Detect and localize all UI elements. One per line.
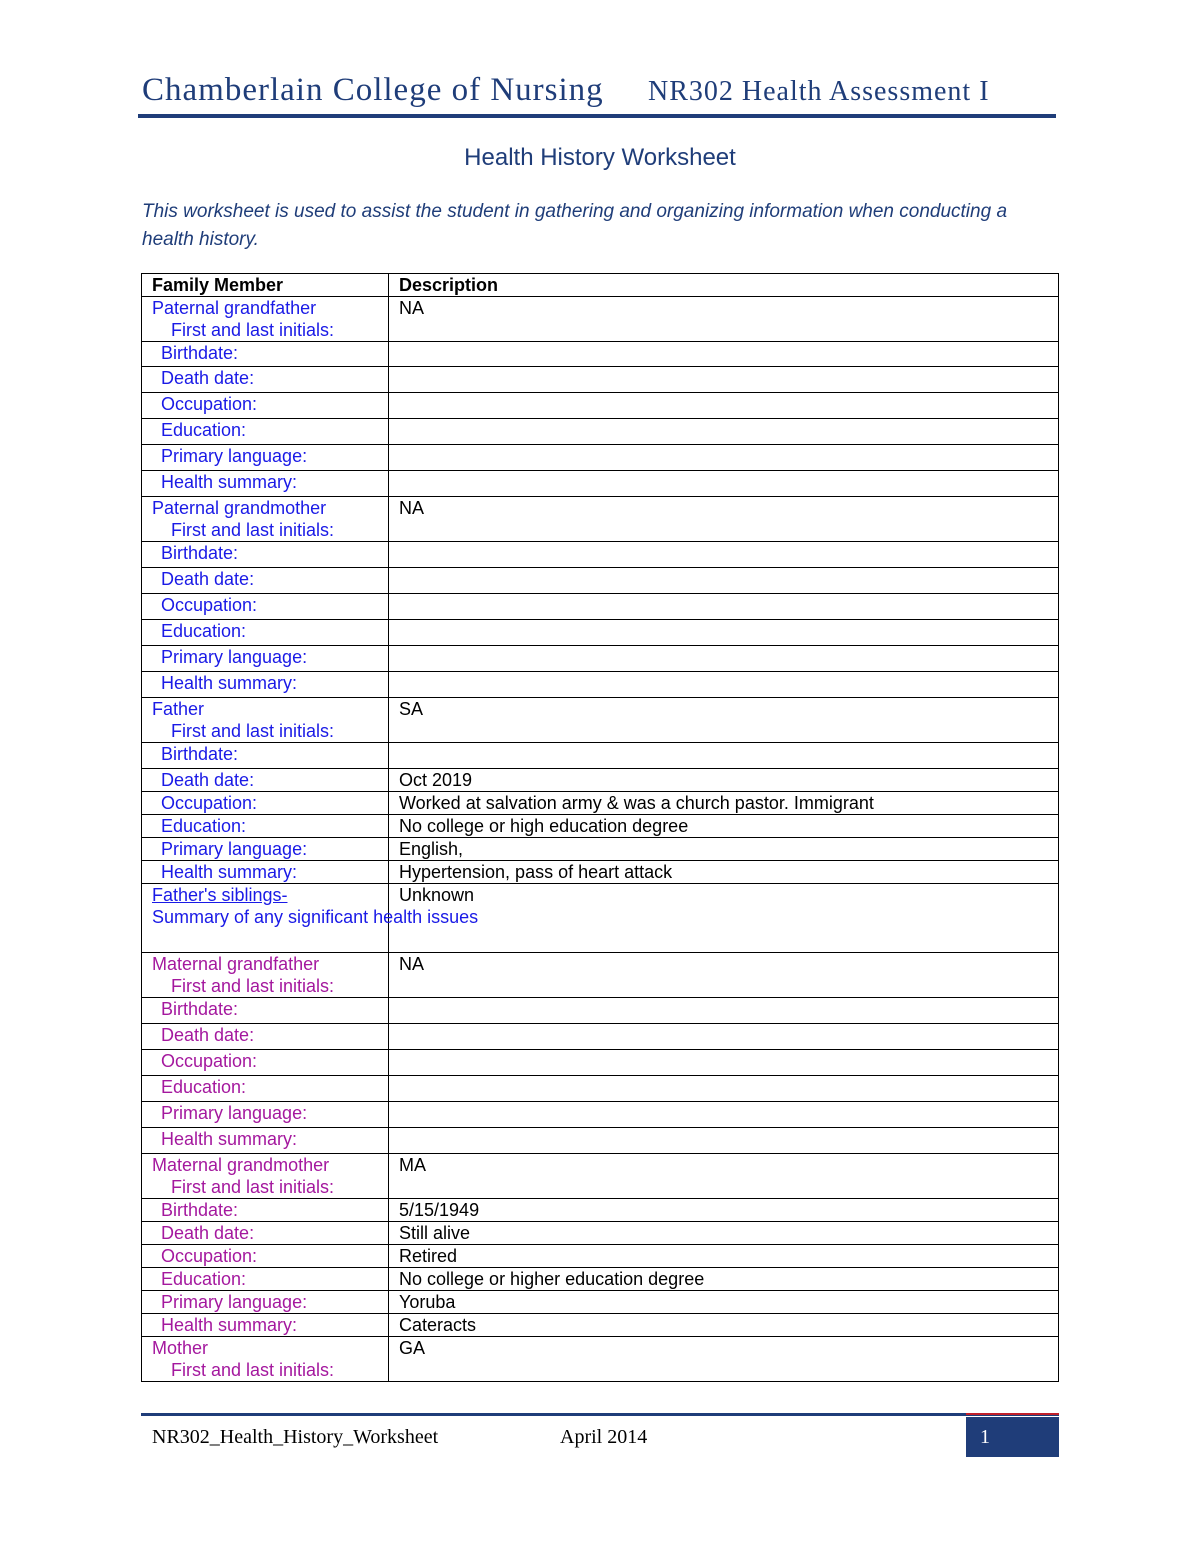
field-label: First and last initials:	[171, 320, 335, 340]
field-value[interactable]	[389, 998, 1059, 1024]
member-name: Paternal grandfather	[152, 298, 317, 318]
member-name: Maternal grandfather	[152, 954, 320, 974]
table-row	[142, 815, 1059, 838]
field-label: Death date:	[142, 1222, 389, 1245]
field-value[interactable]	[389, 672, 1059, 698]
table-row	[142, 1245, 1059, 1268]
page-number: 1	[980, 1426, 990, 1448]
health-history-table	[141, 273, 1059, 1382]
field-value[interactable]	[389, 542, 1059, 568]
member-name: Mother	[152, 1338, 209, 1358]
college-name: Chamberlain College of Nursing	[142, 72, 604, 108]
table-row	[142, 445, 1059, 471]
member-name: Father	[152, 699, 205, 719]
field-label: Health summary:	[142, 471, 389, 497]
intro-text: This worksheet is used to assist the student in gathering and organizing information when conducting a health history.	[142, 201, 1008, 250]
table-row	[142, 884, 1059, 953]
table-row	[142, 342, 1059, 367]
table-row	[142, 594, 1059, 620]
table-row	[142, 1222, 1059, 1245]
table-row	[142, 568, 1059, 594]
field-label: Occupation:	[142, 393, 389, 419]
table-row	[142, 1154, 1059, 1199]
field-value[interactable]	[389, 1128, 1059, 1154]
field-label: Birthdate:	[142, 998, 389, 1024]
siblings-summary-label: Summary of any significant health issues	[152, 907, 479, 927]
field-value[interactable]	[389, 646, 1059, 672]
field-value[interactable]	[389, 342, 1059, 367]
table-row	[142, 792, 1059, 815]
page-header	[138, 70, 1056, 118]
table-row	[142, 1102, 1059, 1128]
field-value[interactable]: Unknown	[389, 884, 1059, 953]
table-row	[142, 1050, 1059, 1076]
field-value[interactable]: No college or higher education degree	[389, 1268, 1059, 1291]
footer-accent-line	[966, 1413, 1059, 1415]
field-label: First and last initials:	[171, 1177, 335, 1197]
field-label: Primary language:	[142, 1102, 389, 1128]
table-row	[142, 419, 1059, 445]
field-value[interactable]	[389, 620, 1059, 646]
field-value[interactable]	[389, 445, 1059, 471]
course-title: NR302 Health Assessment I	[648, 76, 990, 107]
field-value[interactable]	[389, 367, 1059, 393]
field-label: Education:	[142, 1268, 389, 1291]
field-value[interactable]: GA	[389, 1337, 1059, 1382]
field-label: Birthdate:	[142, 542, 389, 568]
field-label: Education:	[142, 419, 389, 445]
table-row	[142, 998, 1059, 1024]
field-value[interactable]: Still alive	[389, 1222, 1059, 1245]
field-label: Education:	[142, 620, 389, 646]
field-value[interactable]: Yoruba	[389, 1291, 1059, 1314]
table-row	[142, 367, 1059, 393]
field-label: Death date:	[142, 367, 389, 393]
table-row	[142, 471, 1059, 497]
field-value[interactable]: Retired	[389, 1245, 1059, 1268]
field-value[interactable]	[389, 419, 1059, 445]
table-row	[142, 743, 1059, 769]
field-label: Occupation:	[142, 1050, 389, 1076]
field-label: Health summary:	[142, 1128, 389, 1154]
table-row	[142, 497, 1059, 542]
field-label: Occupation:	[142, 792, 389, 815]
table-row	[142, 953, 1059, 998]
table-row	[142, 1199, 1059, 1222]
table-row	[142, 393, 1059, 419]
footer-date: April 2014	[560, 1426, 648, 1448]
field-label: Birthdate:	[142, 1199, 389, 1222]
field-value[interactable]: No college or high education degree	[389, 815, 1059, 838]
field-value[interactable]	[389, 568, 1059, 594]
member-name: Paternal grandmother	[152, 498, 327, 518]
field-value[interactable]: SA	[389, 698, 1059, 743]
field-value[interactable]: Cateracts	[389, 1314, 1059, 1337]
table-row	[142, 1314, 1059, 1337]
field-value[interactable]	[389, 471, 1059, 497]
siblings-label: Father's siblings-	[152, 885, 288, 905]
field-value[interactable]: NA	[389, 297, 1059, 342]
field-label: First and last initials:	[171, 721, 335, 741]
field-value[interactable]: MA	[389, 1154, 1059, 1199]
table-row	[142, 769, 1059, 792]
table-row	[142, 297, 1059, 342]
field-label: Primary language:	[142, 838, 389, 861]
field-label: Occupation:	[142, 1245, 389, 1268]
field-label: First and last initials:	[171, 520, 335, 540]
field-value[interactable]: NA	[389, 953, 1059, 998]
table-row	[142, 838, 1059, 861]
field-label: Primary language:	[142, 445, 389, 471]
table-row	[142, 861, 1059, 884]
field-value[interactable]: NA	[389, 497, 1059, 542]
table-header-row	[142, 274, 1059, 297]
field-label: Primary language:	[142, 646, 389, 672]
field-value[interactable]: Hypertension, pass of heart attack	[389, 861, 1059, 884]
field-value[interactable]	[389, 393, 1059, 419]
field-label: Education:	[142, 815, 389, 838]
field-value[interactable]: English,	[389, 838, 1059, 861]
table-row	[142, 1337, 1059, 1382]
field-label: Birthdate:	[142, 743, 389, 769]
field-value[interactable]	[389, 1102, 1059, 1128]
table-row	[142, 1128, 1059, 1154]
field-label: Death date:	[142, 568, 389, 594]
field-label: Death date:	[142, 1024, 389, 1050]
field-label: Death date:	[142, 769, 389, 792]
field-value[interactable]	[389, 1050, 1059, 1076]
field-value[interactable]	[389, 594, 1059, 620]
table-row	[142, 646, 1059, 672]
page-number-box	[966, 1417, 1059, 1457]
footer-divider	[141, 1413, 1059, 1416]
member-name: Maternal grandmother	[152, 1155, 330, 1175]
table-row	[142, 1024, 1059, 1050]
field-label: Health summary:	[142, 861, 389, 884]
field-value[interactable]: Oct 2019	[389, 769, 1059, 792]
field-label: Birthdate:	[142, 342, 389, 367]
field-label: Education:	[142, 1076, 389, 1102]
field-label: First and last initials:	[171, 1360, 335, 1380]
table-row	[142, 1291, 1059, 1314]
field-label: Occupation:	[142, 594, 389, 620]
header-family-member: Family Member	[142, 274, 389, 297]
field-value[interactable]	[389, 743, 1059, 769]
worksheet-title: Health History Worksheet	[464, 144, 736, 171]
field-value[interactable]	[389, 1024, 1059, 1050]
table-row	[142, 620, 1059, 646]
table-row	[142, 672, 1059, 698]
field-label: First and last initials:	[171, 976, 335, 996]
table-row	[142, 698, 1059, 743]
header-description: Description	[389, 274, 1059, 297]
table-row	[142, 542, 1059, 568]
table-row	[142, 1076, 1059, 1102]
field-value[interactable]	[389, 1076, 1059, 1102]
table-row	[142, 1268, 1059, 1291]
footer-document-name: NR302_Health_History_Worksheet	[152, 1426, 439, 1448]
field-label: Health summary:	[142, 1314, 389, 1337]
field-label: Primary language:	[142, 1291, 389, 1314]
field-value[interactable]: Worked at salvation army & was a church pastor. Immigrant	[389, 792, 1059, 815]
field-value[interactable]: 5/15/1949	[389, 1199, 1059, 1222]
field-label: Health summary:	[142, 672, 389, 698]
